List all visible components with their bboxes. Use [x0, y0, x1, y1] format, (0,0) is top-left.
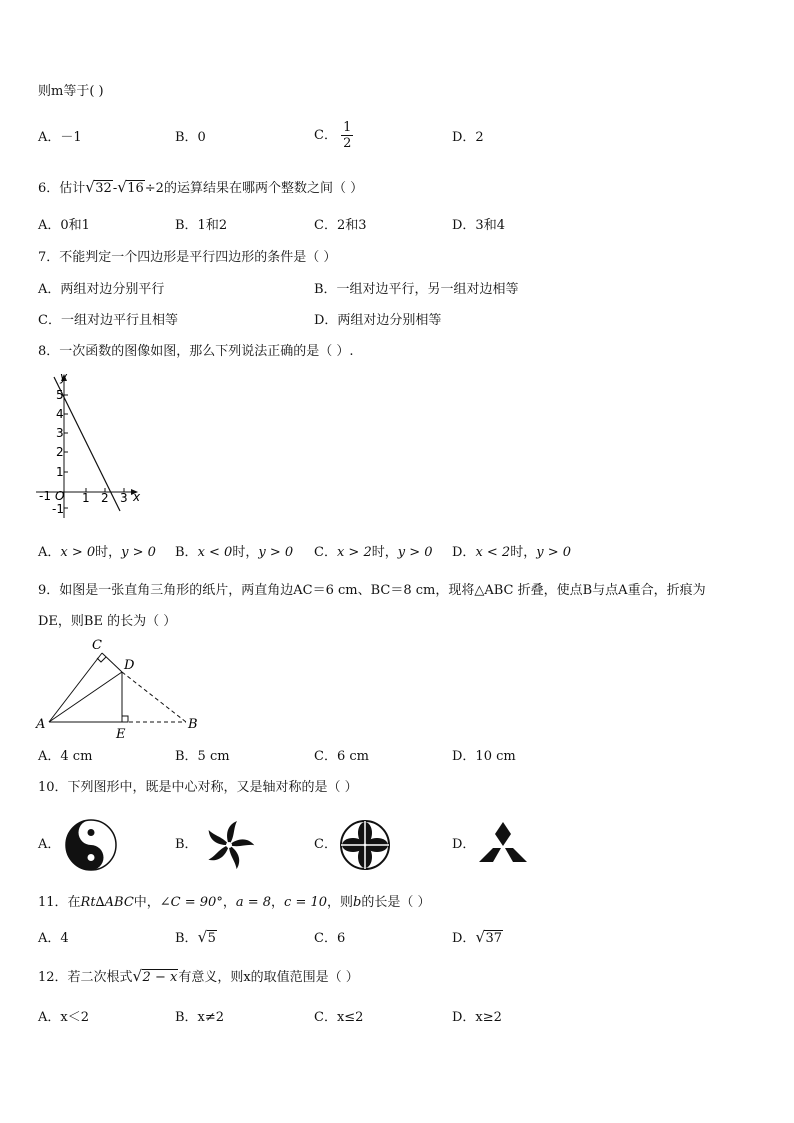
q11-option-d	[452, 929, 503, 949]
q8-option-c-label: C．	[314, 545, 337, 560]
q5-option-c-denominator: 2	[343, 136, 352, 151]
y-tick-label: -1	[52, 502, 64, 516]
origin-label: O	[55, 489, 65, 503]
q10-option-a: A．	[38, 837, 61, 852]
q5-option-c	[314, 120, 353, 151]
vertex-d-label: D	[124, 658, 135, 673]
q11-option-d-radicand: 37	[485, 931, 502, 946]
q11-option-c: C．6	[314, 931, 346, 946]
q12-option-c: C．x≤2	[314, 1010, 364, 1025]
q6-sqrt-1	[85, 179, 113, 199]
q8-option-c-text: 时，	[371, 545, 398, 560]
q8-option-b-text: 时，	[232, 545, 259, 560]
y-tick-label: 4	[56, 407, 64, 421]
q6-suffix: ÷2的运算结果在哪两个整数之间（ ）	[144, 181, 364, 196]
q11-option-a: A．4	[38, 931, 69, 946]
q9-stem-line-2: DE，则BE 的长为（ ）	[38, 614, 177, 629]
pinwheel-icon	[202, 818, 256, 872]
q7-option-a: A．两组对边分别平行	[38, 282, 165, 297]
q11-a-value: a = 8	[235, 895, 272, 910]
vertex-b-label: B	[188, 717, 198, 732]
q9-option-b: B．5 cm	[175, 749, 230, 764]
q5-option-c-fraction	[341, 120, 353, 151]
q11-separator: ，	[222, 895, 236, 910]
q11-angle: ∠C = 90°	[159, 895, 223, 910]
q8-option-c-condition: x > 2	[336, 545, 372, 560]
x-tick-label: -1	[39, 489, 51, 503]
y-axis-label: y	[60, 370, 68, 384]
q9-option-d: D．10 cm	[452, 749, 516, 764]
q8-option-a-text: 时，	[95, 545, 122, 560]
q12-sqrt	[133, 968, 179, 988]
q11-option-b-radicand: 5	[207, 931, 216, 946]
q7-stem: 7．不能判定一个四边形是平行四边形的条件是（ ）	[38, 250, 337, 265]
q10-option-c: C．	[314, 837, 337, 852]
q11-suffix: 的长是（ ）	[361, 895, 431, 910]
q10-stem: 10．下列图形中，既是中心对称，又是轴对称的是（ ）	[38, 780, 358, 795]
q9-stem-line-1: 9．如图是一张直角三角形的纸片，两直角边AC＝6 cm、BC＝8 cm，现将△ABC 折叠，使点B与点A重合，折痕为	[38, 583, 706, 598]
q6-option-c: C．2和3	[314, 218, 367, 233]
q12-option-a: A．x＜2	[38, 1010, 89, 1025]
q8-option-a-label: A．	[38, 545, 61, 560]
q5-option-c-label: C．	[314, 128, 337, 143]
q7-option-d: D．两组对边分别相等	[314, 313, 442, 328]
q11-mid: 中，	[133, 895, 160, 910]
x-axis-label: x	[133, 490, 141, 504]
y-tick-label: 2	[56, 445, 64, 459]
four-petal-circle-icon	[338, 818, 392, 872]
q8-option-d-result: y > 0	[536, 545, 571, 560]
vertex-e-label: E	[116, 727, 126, 742]
y-tick-label: 1	[56, 465, 64, 479]
q6-prefix: 6．估计	[38, 181, 86, 196]
q11-stem	[38, 893, 431, 913]
q8-function-graph	[34, 368, 146, 520]
q8-option-a	[38, 543, 156, 563]
q11-option-d-label: D．	[452, 931, 476, 946]
q8-option-c	[314, 543, 433, 563]
q11-separator: ，	[271, 895, 285, 910]
q6-option-a: A．0和1	[38, 218, 90, 233]
q8-option-a-result: y > 0	[121, 545, 156, 560]
q8-option-d-condition: x < 2	[475, 545, 511, 560]
q12-option-d: D．x≥2	[452, 1010, 502, 1025]
q11-triangle: Rt∆ABC	[80, 895, 134, 910]
q8-option-b-condition: x < 0	[197, 545, 233, 560]
q6-minus: -	[112, 181, 118, 196]
q12-radicand: 2 − x	[142, 970, 178, 985]
q8-option-d-text: 时，	[510, 545, 537, 560]
q7-option-c: C．一组对边平行且相等	[38, 313, 178, 328]
y-tick-label: 3	[56, 426, 64, 440]
q11-suffix-pre: ，则	[327, 895, 354, 910]
q6-radicand-1: 32	[95, 181, 112, 196]
q11-option-b	[175, 929, 217, 949]
q5-option-b: B．0	[175, 130, 206, 145]
q8-option-d	[452, 543, 571, 563]
x-tick-label: 3	[120, 491, 128, 505]
q9-option-a: A．4 cm	[38, 749, 93, 764]
q5-stem: 则m等于( )	[38, 84, 104, 99]
q5-option-a: A．－1	[38, 130, 82, 145]
q9-triangle-figure	[34, 636, 204, 742]
q11-option-b-sqrt	[198, 929, 217, 949]
y-tick-label: 5	[56, 388, 64, 402]
q11-option-b-label: B．	[175, 931, 198, 946]
q12-prefix: 12．若二次根式	[38, 970, 133, 985]
q11-c-value: c = 10	[284, 895, 328, 910]
q8-option-c-result: y > 0	[397, 545, 433, 560]
q5-option-d: D．2	[452, 130, 484, 145]
q8-option-d-label: D．	[452, 545, 476, 560]
q8-option-b	[175, 543, 293, 563]
q12-option-b: B．x≠2	[175, 1010, 225, 1025]
q8-stem: 8．一次函数的图像如图，那么下列说法正确的是（ ）.	[38, 344, 354, 359]
q6-stem	[38, 179, 363, 199]
q7-option-b: B．一组对边平行，另一组对边相等	[314, 282, 519, 297]
q6-option-b: B．1和2	[175, 218, 228, 233]
x-tick-label: 1	[82, 491, 90, 505]
q8-option-a-condition: x > 0	[60, 545, 96, 560]
q11-prefix: 11．在	[38, 895, 81, 910]
q11-b-variable: b	[353, 895, 362, 910]
q5-option-c-numerator: 1	[343, 120, 352, 135]
q12-stem	[38, 968, 359, 988]
q11-option-d-sqrt	[475, 929, 503, 949]
q10-option-b: B．	[175, 837, 198, 852]
vertex-a-label: A	[36, 717, 46, 732]
x-tick-label: 2	[101, 491, 109, 505]
q10-option-d: D．	[452, 837, 476, 852]
q8-option-b-result: y > 0	[258, 545, 294, 560]
three-diamond-icon	[476, 820, 530, 868]
q6-option-d: D．3和4	[452, 218, 505, 233]
q6-radicand-2: 16	[127, 181, 144, 196]
vertex-c-label: C	[92, 638, 102, 653]
yin-yang-icon	[64, 818, 118, 872]
q9-option-c: C．6 cm	[314, 749, 369, 764]
q6-sqrt-2	[117, 179, 145, 199]
q8-option-b-label: B．	[175, 545, 198, 560]
q12-suffix: 有意义，则x的取值范围是（ ）	[178, 970, 359, 985]
